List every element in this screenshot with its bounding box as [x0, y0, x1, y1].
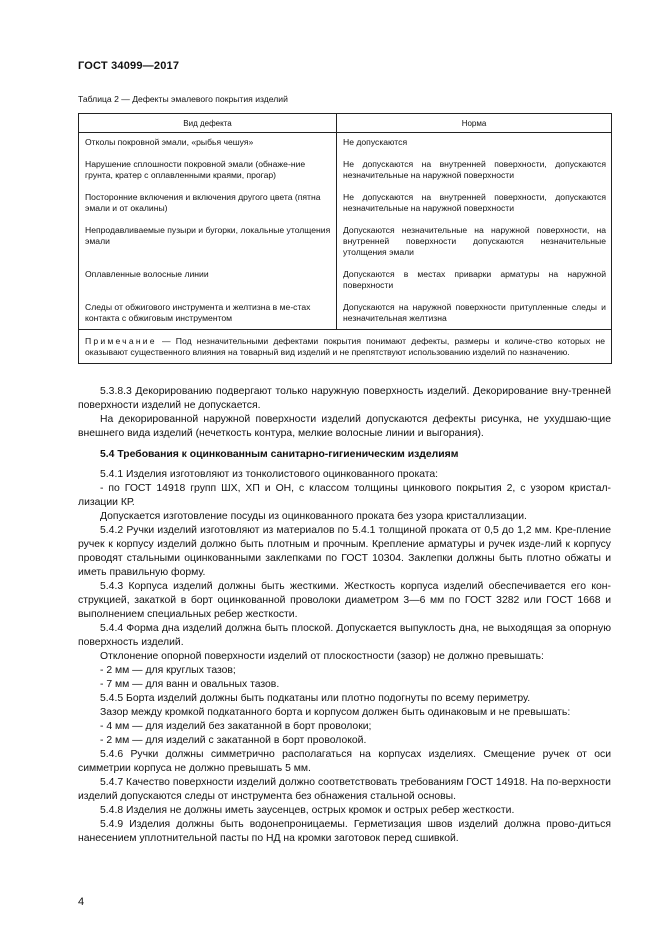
defect-cell: Следы от обжигового инструмента и желтизна в ме-стах контакта с обжиговым инструментом	[79, 298, 337, 330]
paragraph-5-4-2: 5.4.2 Ручки изделий изготовляют из материалов по 5.4.1 толщиной проката от 0,5 до 1,2 мм. Кре-пление ручек к корпусу изделий должно быть плотным и прочным. Крепление арматуры и ручек изде-лий к корпусу проводят стальными оцинкованными заклепками по ГОСТ 10304. Заклепки должны быть плотно обжаты и иметь правильную форму.	[78, 525, 611, 578]
defect-cell: Непродавливаемые пузыри и бугорки, локальные утолщения эмали	[79, 221, 337, 265]
table-note-row	[79, 330, 612, 364]
document-code-header: ГОСТ 34099—2017	[78, 60, 180, 72]
defect-cell: Отколы покровной эмали, «рыбья чешуя»	[79, 133, 337, 156]
column-header-defect: Вид дефекта	[79, 114, 337, 133]
table-caption: Таблица 2 — Дефекты эмалевого покрытия изделий	[78, 94, 288, 104]
norm-cell: Не допускаются на внутренней поверхности, допускаются незначительные на наружной поверхности	[337, 155, 612, 188]
table-row	[79, 298, 612, 330]
paragraph-5-4-1: 5.4.1 Изделия изготовляют из тонколистового оцинкованного проката:	[100, 469, 439, 480]
norm-cell: Не допускаются	[337, 133, 612, 156]
paragraph: Отклонение опорной поверхности изделий от плоскостности (зазор) не должно превышать:	[100, 651, 544, 662]
paragraph-5-4-4: 5.4.4 Форма дна изделий должна быть плоской. Допускается выпуклость дна, не выходящая за опорную поверхность изделий.	[78, 623, 611, 648]
paragraph-5-4-8: 5.4.8 Изделия не должны иметь заусенцев, острых кромок и острых ребер жесткости.	[100, 805, 515, 816]
table-row	[79, 133, 612, 156]
note-label: Примечание	[85, 336, 157, 346]
list-item: - 2 мм — для изделий с закатанной в борт проволокой.	[100, 735, 367, 746]
table-row	[79, 221, 612, 265]
defects-table	[78, 113, 612, 364]
paragraph-5-4-6: 5.4.6 Ручки должны симметрично располагаться на корпусах изделиях. Смещение ручек от оси симметрии корпуса не должно превышать 5 мм.	[78, 749, 611, 774]
paragraph-5-4-5: 5.4.5 Борта изделий должны быть подкатаны или плотно подогнуты по всему периметру.	[100, 693, 531, 704]
page-number: 4	[78, 896, 85, 908]
section-heading-5-4: 5.4 Требования к оцинкованным санитарно-гигиеническим изделиям	[100, 449, 459, 460]
defect-cell: Нарушение сплошности покровной эмали (обнаже-ние грунта, кратер с оплавленными краями, прогар)	[79, 155, 337, 188]
norm-cell: Допускаются в местах приварки арматуры на наружной поверхности	[337, 265, 612, 298]
norm-cell: Допускаются на наружной поверхности притупленные следы и незначительная желтизна	[337, 298, 612, 330]
norm-cell: Не допускаются на внутренней поверхности, допускаются незначительные на наружной поверхности	[337, 188, 612, 221]
note-text: — Под незначительными дефектами покрытия понимают дефекты, размеры и количе-ство которых не оказывают существенного влияния на товарный вид изделий и не препятствуют использованию изделий по назначению.	[85, 336, 605, 357]
table-row	[79, 155, 612, 188]
paragraph-5-4-7: 5.4.7 Качество поверхности изделий должно соответствовать требованиям ГОСТ 14918. На по-верхности изделий допускаются следы от инструмента без обнажения стальной основы.	[78, 777, 611, 802]
paragraph-5-3-8-3: 5.3.8.3 Декорированию подвергают только наружную поверхность изделий. Декорирование вну-тренней поверхности изделий не допускается.	[78, 386, 611, 411]
table-row	[79, 265, 612, 298]
paragraph-5-4-3: 5.4.3 Корпуса изделий должны быть жесткими. Жесткость корпуса изделий обеспечивается его кон-струкцией, закаткой в борт оцинкованной проволоки диаметром 3—6 мм по ГОСТ 3282 или ГОСТ 1668 и выполнением специальных ребер жесткости.	[78, 581, 611, 620]
list-item: - 7 мм — для ванн и овальных тазов.	[100, 679, 280, 690]
column-header-norm: Норма	[337, 114, 612, 133]
paragraph: Зазор между кромкой подкатанного борта и корпусом должен быть одинаковым и не превышать:	[100, 707, 571, 718]
defect-cell: Оплавленные волосные линии	[79, 265, 337, 298]
table-row	[79, 188, 612, 221]
paragraph: На декорированной наружной поверхности изделий допускаются дефекты рисунка, не ухудшаю-щие внешнего вида изделий (нечеткость контура, мелкие волосные линии и выгорания).	[78, 414, 611, 439]
norm-cell: Допускаются незначительные на наружной поверхности, на внутренней поверхности допускаются незначительные утолщения эмали	[337, 221, 612, 265]
paragraph: Допускается изготовление посуды из оцинкованного проката без узора кристаллизации.	[100, 511, 527, 522]
list-item: - 4 мм — для изделий без закатанной в борт проволоки;	[100, 721, 372, 732]
table-note	[79, 330, 612, 364]
defect-cell: Посторонние включения и включения другого цвета (пятна эмали и от окалины)	[79, 188, 337, 221]
table-header-row	[79, 114, 612, 133]
body-text	[78, 385, 611, 846]
list-item: - 2 мм — для круглых тазов;	[100, 665, 236, 676]
paragraph: - по ГОСТ 14918 групп ШХ, ХП и ОН, с классом толщины цинкового покрытия 2, с узором кристал-лизации КР.	[78, 483, 611, 508]
paragraph-5-4-9: 5.4.9 Изделия должны быть водонепроницаемы. Герметизация швов изделий должна прово-диться нанесением уплотнительной пасты по НД на кромки заготовок перед сшивкой.	[78, 819, 611, 844]
